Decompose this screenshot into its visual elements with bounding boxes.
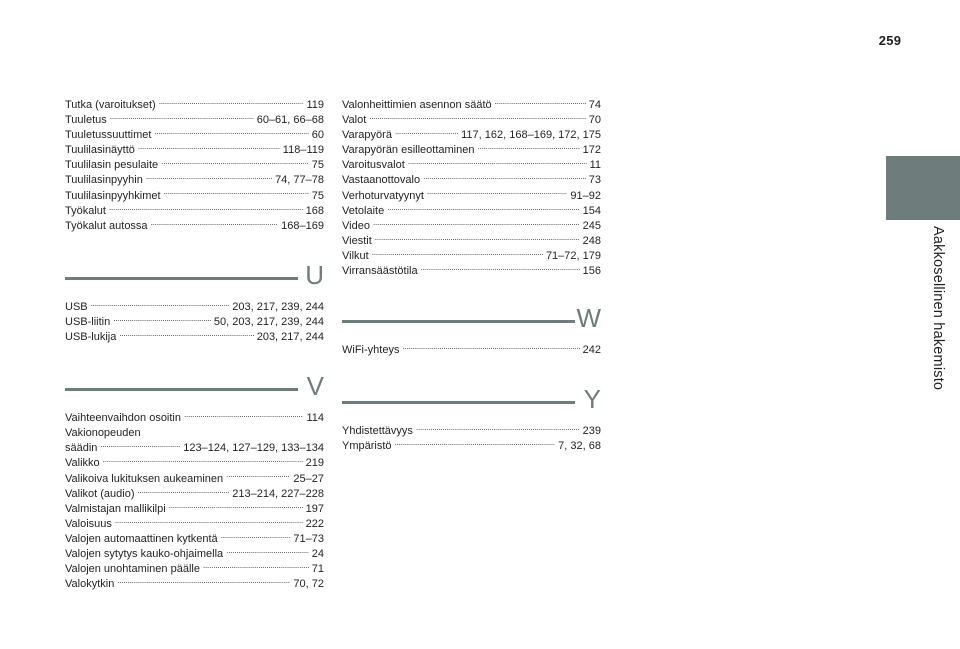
index-term: Valikot (audio) xyxy=(65,487,135,500)
index-term: Työkalut autossa xyxy=(65,219,148,232)
index-pages: 60–61, 66–68 xyxy=(256,114,324,127)
index-group-v xyxy=(65,411,324,592)
index-pages: 25–27 xyxy=(293,472,324,485)
index-term: Valokytkin xyxy=(65,578,115,591)
index-pages: 239 xyxy=(582,425,601,438)
dot-leader xyxy=(138,487,230,497)
index-term: Vastaanottovalo xyxy=(342,174,421,187)
index-term: Valonheittimien asennon säätö xyxy=(342,99,492,111)
index-entry xyxy=(342,204,601,219)
index-pages: 245 xyxy=(582,219,601,232)
index-pages: 70, 72 xyxy=(293,578,324,591)
index-term: Tuulilasinpyyhkimet xyxy=(65,189,161,202)
index-pages: 60 xyxy=(311,129,324,142)
index-entry xyxy=(342,343,601,358)
index-entry xyxy=(65,113,324,128)
index-entry xyxy=(342,249,601,264)
index-pages: 91–92 xyxy=(570,189,601,202)
index-entry xyxy=(65,532,324,547)
index-entry xyxy=(65,128,324,143)
dot-leader xyxy=(416,424,580,434)
index-entry xyxy=(342,439,601,454)
index-group-w xyxy=(342,343,601,358)
index-term: Valikko xyxy=(65,457,100,470)
index-pages: 168 xyxy=(305,204,324,217)
index-term: Vilkut xyxy=(342,249,369,262)
dot-leader xyxy=(369,113,585,123)
index-pages: 73 xyxy=(588,174,601,187)
index-term: Valmistajan mallikilpi xyxy=(65,502,166,515)
index-pages: 74, 77–78 xyxy=(275,174,324,187)
index-term: Valojen sytytys kauko-ohjaimella xyxy=(65,547,224,560)
index-entry xyxy=(65,411,324,426)
dot-leader xyxy=(115,517,303,527)
dot-leader xyxy=(402,343,579,353)
index-pages: 154 xyxy=(582,204,601,217)
index-pages: 71–73 xyxy=(293,532,324,545)
index-column-left xyxy=(65,98,324,592)
dot-leader xyxy=(91,300,230,310)
index-pages: 123–124, 127–129, 133–134 xyxy=(183,442,324,455)
index-group-v-continued xyxy=(342,98,601,279)
index-term: Tuulilasinpyyhin xyxy=(65,174,143,187)
index-pages: 156 xyxy=(582,265,601,278)
dot-leader xyxy=(119,330,253,340)
dot-leader xyxy=(154,128,308,138)
index-entry xyxy=(65,517,324,532)
dot-leader xyxy=(159,98,304,108)
chapter-label: Aakkosellinen hakemisto xyxy=(930,226,946,391)
index-term: Varapyörän esilleottaminen xyxy=(342,144,475,157)
index-term: Varapyörä xyxy=(342,129,392,142)
index-entry xyxy=(342,98,601,113)
dot-leader xyxy=(395,128,458,138)
page-number: 259 xyxy=(878,33,902,48)
index-term: Viestit xyxy=(342,234,372,247)
index-pages: 70 xyxy=(588,114,601,127)
index-term: Tuuletus xyxy=(65,114,107,127)
dot-leader xyxy=(395,439,556,449)
index-entry xyxy=(65,98,324,113)
index-pages: 24 xyxy=(311,547,324,560)
index-pages: 11 xyxy=(589,159,601,172)
index-term: Työkalut xyxy=(65,204,106,217)
dot-leader xyxy=(169,502,303,512)
index-entry xyxy=(65,330,324,345)
section-letter: V xyxy=(306,371,324,402)
index-pages: 74 xyxy=(588,99,601,111)
index-entry xyxy=(65,189,324,204)
dot-leader xyxy=(109,204,303,214)
index-pages: 168–169 xyxy=(281,219,324,232)
index-pages: 7, 32, 68 xyxy=(558,440,601,453)
index-term: Video xyxy=(342,219,370,232)
index-entry xyxy=(65,547,324,562)
index-term: Valojen automaattinen kytkentä xyxy=(65,532,218,545)
index-pages: 75 xyxy=(311,189,324,202)
index-entry xyxy=(342,264,601,279)
index-term: Tutka (varoitukset) xyxy=(65,99,156,111)
index-pages: 119 xyxy=(306,99,324,111)
dot-leader xyxy=(408,158,587,168)
index-pages: 50, 203, 217, 239, 244 xyxy=(213,315,324,328)
section-letter: Y xyxy=(583,384,601,415)
index-term: Valoisuus xyxy=(65,517,112,530)
index-term: Vakionopeuden xyxy=(65,427,141,440)
index-entry xyxy=(342,219,601,234)
index-pages: 242 xyxy=(582,344,601,357)
index-entry xyxy=(342,113,601,128)
index-pages: 71 xyxy=(311,563,324,576)
index-group-y xyxy=(342,424,601,454)
index-term: Yhdistettävyys xyxy=(342,425,413,438)
index-entry xyxy=(342,158,601,173)
section-letter: W xyxy=(576,303,601,334)
index-entry xyxy=(342,143,601,158)
dot-leader xyxy=(164,189,309,199)
dot-leader xyxy=(117,577,290,587)
section-rule xyxy=(342,401,575,404)
index-entry xyxy=(65,426,324,441)
index-entry xyxy=(65,441,324,456)
index-pages: 222 xyxy=(305,517,324,530)
index-group-u xyxy=(65,300,324,345)
index-pages: 203, 217, 239, 244 xyxy=(232,300,324,313)
index-term: Ympäristö xyxy=(342,440,392,453)
index-entry xyxy=(65,487,324,502)
index-entry xyxy=(65,158,324,173)
index-entry xyxy=(65,315,324,330)
index-pages: 71–72, 179 xyxy=(545,249,601,262)
index-column-right xyxy=(342,98,601,454)
index-entry xyxy=(342,128,601,143)
index-entry xyxy=(65,502,324,517)
dot-leader xyxy=(100,441,180,451)
index-term: Virransäästötila xyxy=(342,265,418,278)
dot-leader xyxy=(221,532,291,542)
index-pages: 197 xyxy=(305,502,324,515)
chapter-tab xyxy=(886,156,960,220)
index-pages: 172 xyxy=(582,144,601,157)
index-term: Tuulilasin pesulaite xyxy=(65,159,159,172)
index-term: Tuuletussuuttimet xyxy=(65,129,152,142)
index-term: USB xyxy=(65,300,88,313)
dot-leader xyxy=(495,98,586,108)
index-term: Valot xyxy=(342,114,367,127)
section-heading-y xyxy=(342,386,601,416)
index-term: USB-liitin xyxy=(65,315,111,328)
dot-leader xyxy=(203,562,309,572)
dot-leader xyxy=(427,189,567,199)
dot-leader xyxy=(373,219,580,229)
dot-leader xyxy=(387,204,579,214)
section-letter: U xyxy=(305,259,324,290)
index-entry xyxy=(65,562,324,577)
index-pages: 248 xyxy=(582,234,601,247)
dot-leader xyxy=(423,173,586,183)
dot-leader xyxy=(113,315,211,325)
index-term: Valojen unohtaminen päälle xyxy=(65,563,200,576)
index-entry xyxy=(342,189,601,204)
dot-leader xyxy=(477,143,579,153)
section-rule xyxy=(65,388,298,391)
index-pages: 114 xyxy=(306,412,324,425)
dot-leader xyxy=(372,249,543,259)
index-entry xyxy=(65,173,324,188)
index-pages: 118–119 xyxy=(282,144,324,157)
index-entry xyxy=(65,204,324,219)
section-heading-w xyxy=(342,305,601,335)
index-term: Tuulilasinäyttö xyxy=(65,144,135,157)
dot-leader xyxy=(138,143,280,153)
section-rule xyxy=(65,277,298,280)
index-group-t xyxy=(65,98,324,234)
section-heading-v xyxy=(65,373,324,403)
dot-leader xyxy=(421,264,580,274)
index-pages: 203, 217, 244 xyxy=(256,331,324,344)
dot-leader xyxy=(161,158,309,168)
dot-leader xyxy=(110,113,254,123)
section-rule xyxy=(342,320,575,323)
index-entry xyxy=(65,456,324,471)
dot-leader xyxy=(184,411,303,421)
index-entry xyxy=(65,300,324,315)
index-term: Vetolaite xyxy=(342,204,385,217)
index-term: USB-lukija xyxy=(65,331,117,344)
index-pages: 219 xyxy=(305,457,324,470)
index-term: Verhoturvatyynyt xyxy=(342,189,424,202)
dot-leader xyxy=(375,234,580,244)
dot-leader xyxy=(226,547,309,557)
index-pages: 117, 162, 168–169, 172, 175 xyxy=(461,129,601,142)
index-entry xyxy=(342,424,601,439)
index-entry xyxy=(65,143,324,158)
index-term: Vaihteenvaihdon osoitin xyxy=(65,412,181,425)
index-entry xyxy=(65,577,324,592)
dot-leader xyxy=(151,219,279,229)
index-term: WiFi-yhteys xyxy=(342,344,400,357)
index-term: Valikoiva lukituksen aukeaminen xyxy=(65,472,224,485)
index-entry xyxy=(65,219,324,234)
dot-leader xyxy=(226,472,290,482)
index-entry xyxy=(342,234,601,249)
index-entry xyxy=(342,173,601,188)
index-pages: 75 xyxy=(311,159,324,172)
index-entry xyxy=(65,472,324,487)
dot-leader xyxy=(103,456,303,466)
index-pages: 213–214, 227–228 xyxy=(232,487,324,500)
section-heading-u xyxy=(65,259,324,292)
index-term: Varoitusvalot xyxy=(342,159,405,172)
index-term: säädin xyxy=(65,442,98,455)
dot-leader xyxy=(146,173,272,183)
